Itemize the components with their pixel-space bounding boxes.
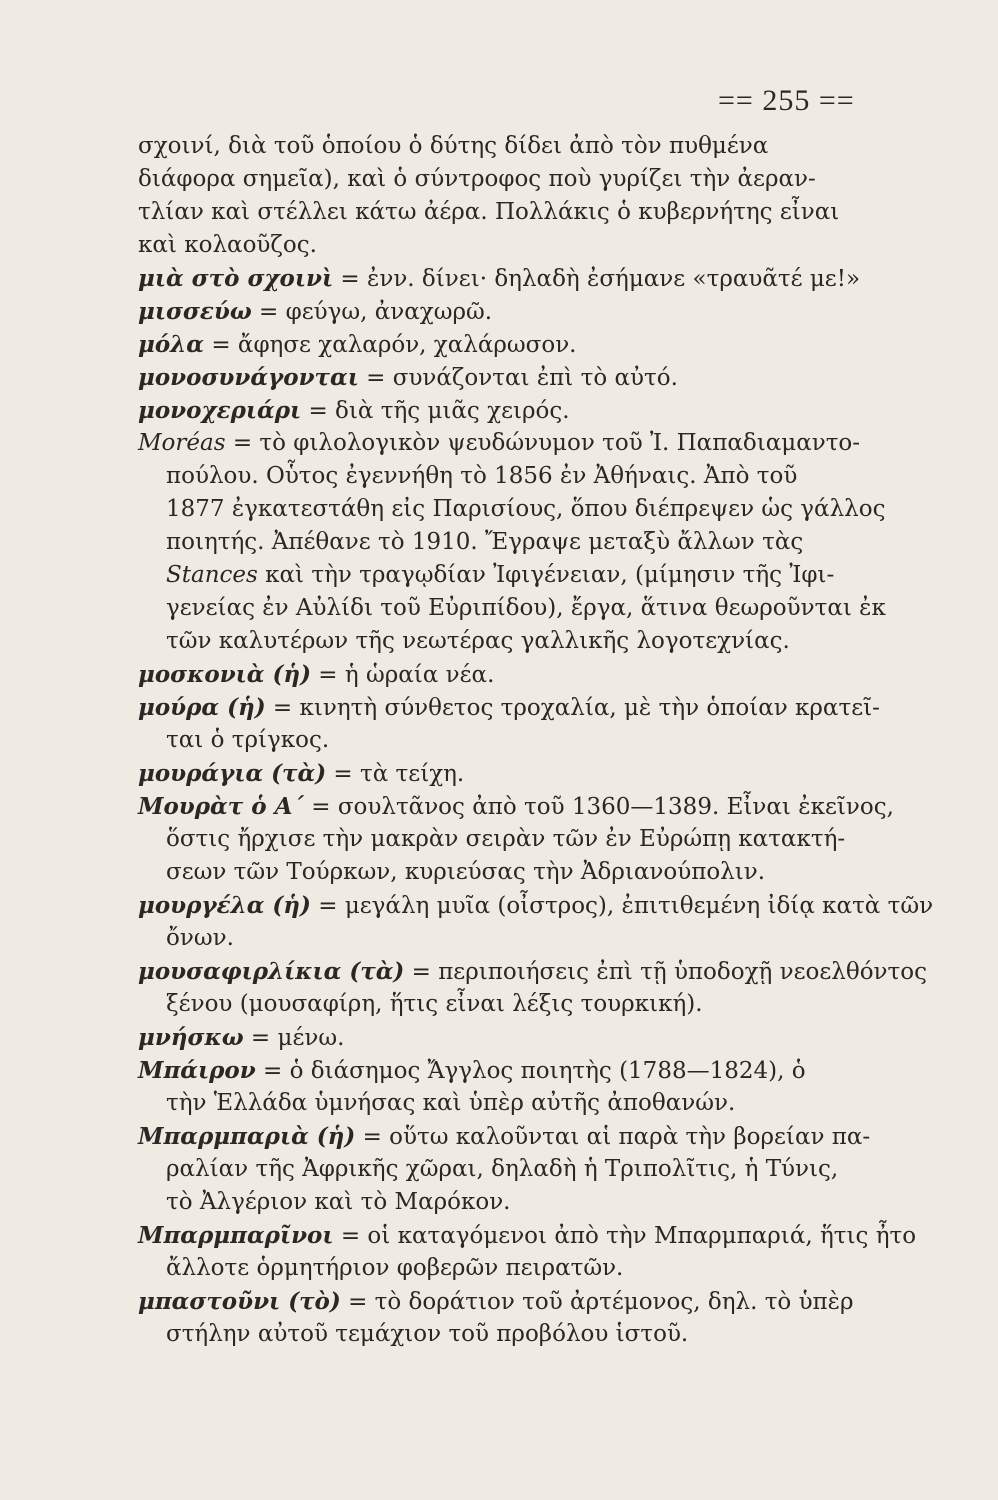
- glossary-line: [138, 1021, 858, 1054]
- glossary-line: [138, 889, 934, 922]
- glossary-line: [138, 427, 861, 460]
- definition-text: = κινητὴ σύνθετος τροχαλία, μὲ τὴν ὁποίαν κρατεῖ-: [265, 695, 880, 721]
- glossary-line: [138, 526, 858, 559]
- headword: μιὰ στὸ σχοινὶ: [138, 265, 334, 292]
- definition-text: σεων τῶν Τούρκων, κυριεύσας τὴν Ἀδριανούπολιν.: [166, 859, 766, 885]
- headword: Μπαρμπαριὰ (ἡ): [138, 1123, 356, 1150]
- glossary-line: [138, 1087, 858, 1120]
- glossary-line: [138, 1252, 858, 1285]
- definition-text: ἄλλοτε ὁρμητήριον φοβερῶν πειρατῶν.: [166, 1255, 624, 1281]
- glossary-line: [138, 1120, 871, 1153]
- glossary-line: [138, 559, 858, 592]
- definition-text: ξένου (μουσαφίρη, ἥτις εἶναι λέξις τουρκική).: [166, 991, 703, 1017]
- headword: Moréas: [138, 430, 226, 456]
- definition-text: στήλην αὐτοῦ τεμάχιον τοῦ προβόλου ἱστοῦ.: [166, 1321, 689, 1347]
- glossary-line: [138, 295, 858, 328]
- glossary-line: [138, 361, 858, 394]
- definition-text: = σουλτᾶνος ἀπὸ τοῦ 1360—1389. Εἶναι ἐκεῖνος,: [303, 794, 894, 820]
- headword: μούρα (ἡ): [138, 694, 266, 721]
- glossary-line: [138, 856, 858, 889]
- glossary-line: [138, 1219, 917, 1252]
- definition-text: τλίαν καὶ στέλλει κάτω ἀέρα. Πολλάκις ὁ κυβερνήτης εἶναι: [138, 199, 840, 225]
- definition-text: ὄνων.: [166, 925, 234, 951]
- glossary-line: [138, 394, 858, 427]
- glossary-line: [138, 625, 858, 658]
- glossary-text: [138, 130, 934, 1351]
- definition-text: ποιητής. Ἀπέθανε τὸ 1910. Ἔγραψε μεταξὺ ἄλλων τὰς: [166, 529, 804, 555]
- glossary-line: [138, 130, 858, 163]
- glossary-line: [138, 196, 858, 229]
- definition-text: ται ὁ τρίγκος.: [166, 727, 330, 753]
- definition-text: = οἱ καταγόμενοι ἀπὸ τὴν Μπαρμπαριά, ἥτις ἦτο: [333, 1223, 917, 1249]
- definition-text: τὸ Ἀλγέριον καὶ τὸ Μαρόκον.: [166, 1189, 511, 1215]
- glossary-line: [138, 229, 858, 262]
- glossary-line: [138, 724, 858, 757]
- headword: μονοσυνάγονται: [138, 364, 359, 391]
- definition-text: = ἐνν. δίνει· δηλαδὴ ἐσήμανε «τραυᾶτέ με!»: [333, 266, 861, 292]
- glossary-line: [138, 1285, 858, 1318]
- definition-text: ὅστις ἤρχισε τὴν μακρὰν σειρὰν τῶν ἐν Εὐρώπῃ κατακτή-: [166, 826, 846, 852]
- definition-text: = τὸ δοράτιον τοῦ ἀρτέμονος, δηλ. τὸ ὑπὲρ: [340, 1289, 854, 1315]
- headword: μονοχεριάρι: [138, 397, 302, 424]
- glossary-line: [138, 460, 858, 493]
- headword: μόλα: [138, 331, 205, 358]
- definition-text: γενείας ἐν Αὐλίδι τοῦ Εὐριπίδου), ἔργα, ἅτινα θεωροῦνται ἐκ: [166, 595, 886, 621]
- glossary-line: [138, 493, 886, 526]
- glossary-line: [138, 955, 927, 988]
- glossary-line: [138, 1186, 858, 1219]
- glossary-line: [138, 988, 858, 1021]
- glossary-line: [138, 790, 894, 823]
- definition-text: = συνάζονται ἐπὶ τὸ αὐτό.: [358, 365, 678, 391]
- headword: μπαστοῦνι (τὸ): [138, 1288, 341, 1315]
- definition-text: τὴν Ἑλλάδα ὑμνήσας καὶ ὑπὲρ αὐτῆς ἀποθανών.: [166, 1090, 736, 1116]
- definition-text: = περιποιήσεις ἐπὶ τῇ ὑποδοχῇ νεοελθόντος: [404, 959, 927, 985]
- glossary-line: [138, 1054, 858, 1087]
- definition-text: καὶ κολαοῦζος.: [138, 232, 317, 258]
- glossary-line: [138, 757, 858, 790]
- glossary-line: [138, 922, 858, 955]
- glossary-line: [138, 592, 886, 625]
- definition-text: = οὕτω καλοῦνται αἱ παρὰ τὴν βορείαν πα-: [355, 1124, 871, 1150]
- definition-text: = μένω.: [243, 1025, 345, 1051]
- headword: μουργέλα (ἡ): [138, 892, 311, 919]
- definition-text: = τὸ φιλολογικὸν ψευδώνυμον τοῦ Ἰ. Παπαδιαμαντο-: [225, 430, 861, 456]
- headword: Stances: [166, 562, 258, 588]
- definition-text: πούλου. Οὗτος ἐγεννήθη τὸ 1856 ἐν Ἀθήναις. Ἀπὸ τοῦ: [166, 463, 798, 489]
- headword: μουσαφιρλίκια (τὰ): [138, 958, 405, 985]
- definition-text: = τὰ τείχη.: [326, 761, 465, 787]
- glossary-line: [138, 658, 858, 691]
- glossary-line: [138, 163, 858, 196]
- definition-text: διάφορα σημεῖα), καὶ ὁ σύντροφος ποὺ γυρίζει τὴν ἀεραν-: [138, 166, 816, 192]
- definition-text: = ἡ ὡραία νέα.: [311, 662, 495, 688]
- headword: μουράγια (τὰ): [138, 760, 327, 787]
- headword: Μπάιρον: [138, 1057, 256, 1084]
- definition-text: σχοινί, διὰ τοῦ ὁποίου ὁ δύτης δίδει ἀπὸ τὸν πυθμένα: [138, 133, 769, 159]
- definition-text: 1877 ἐγκατεστάθη εἰς Παρισίους, ὅπου διέπρεψεν ὡς γάλλος: [166, 496, 886, 522]
- glossary-line: [138, 823, 858, 856]
- glossary-line: [138, 262, 861, 295]
- definition-text: = διὰ τῆς μιᾶς χειρός.: [301, 398, 570, 424]
- definition-text: = ἄφησε χαλαρόν, χαλάρωσον.: [204, 332, 577, 358]
- page-number: == 255 ==: [718, 84, 855, 117]
- headword: μοσκονιὰ (ἡ): [138, 661, 311, 688]
- headword: μισσεύω: [138, 298, 252, 325]
- glossary-line: [138, 1153, 858, 1186]
- glossary-line: [138, 1318, 858, 1351]
- definition-text: τῶν καλυτέρων τῆς νεωτέρας γαλλικῆς λογοτεχνίας.: [166, 628, 790, 654]
- definition-text: ραλίαν τῆς Ἀφρικῆς χῶραι, δηλαδὴ ἡ Τριπολῖτις, ἡ Τύνις,: [166, 1156, 839, 1182]
- definition-text: = ὁ διάσημος Ἄγγλος ποιητὴς (1788—1824), ὁ: [255, 1058, 806, 1084]
- definition-text: = φεύγω, ἀναχωρῶ.: [251, 299, 493, 325]
- definition-text: = μεγάλη μυῖα (οἶστρος), ἐπιτιθεμένη ἰδίᾳ κατὰ τῶν: [310, 893, 934, 919]
- headword: μνήσκω: [138, 1024, 244, 1051]
- glossary-line: [138, 328, 858, 361]
- headword: Μπαρμπαρῖνοι: [138, 1222, 334, 1249]
- headword: Μουρὰτ ὁ Α´: [138, 793, 304, 820]
- definition-text: καὶ τὴν τραγῳδίαν Ἰφιγένειαν, (μίμησιν τῆς Ἰφι-: [257, 562, 835, 588]
- glossary-line: [138, 691, 880, 724]
